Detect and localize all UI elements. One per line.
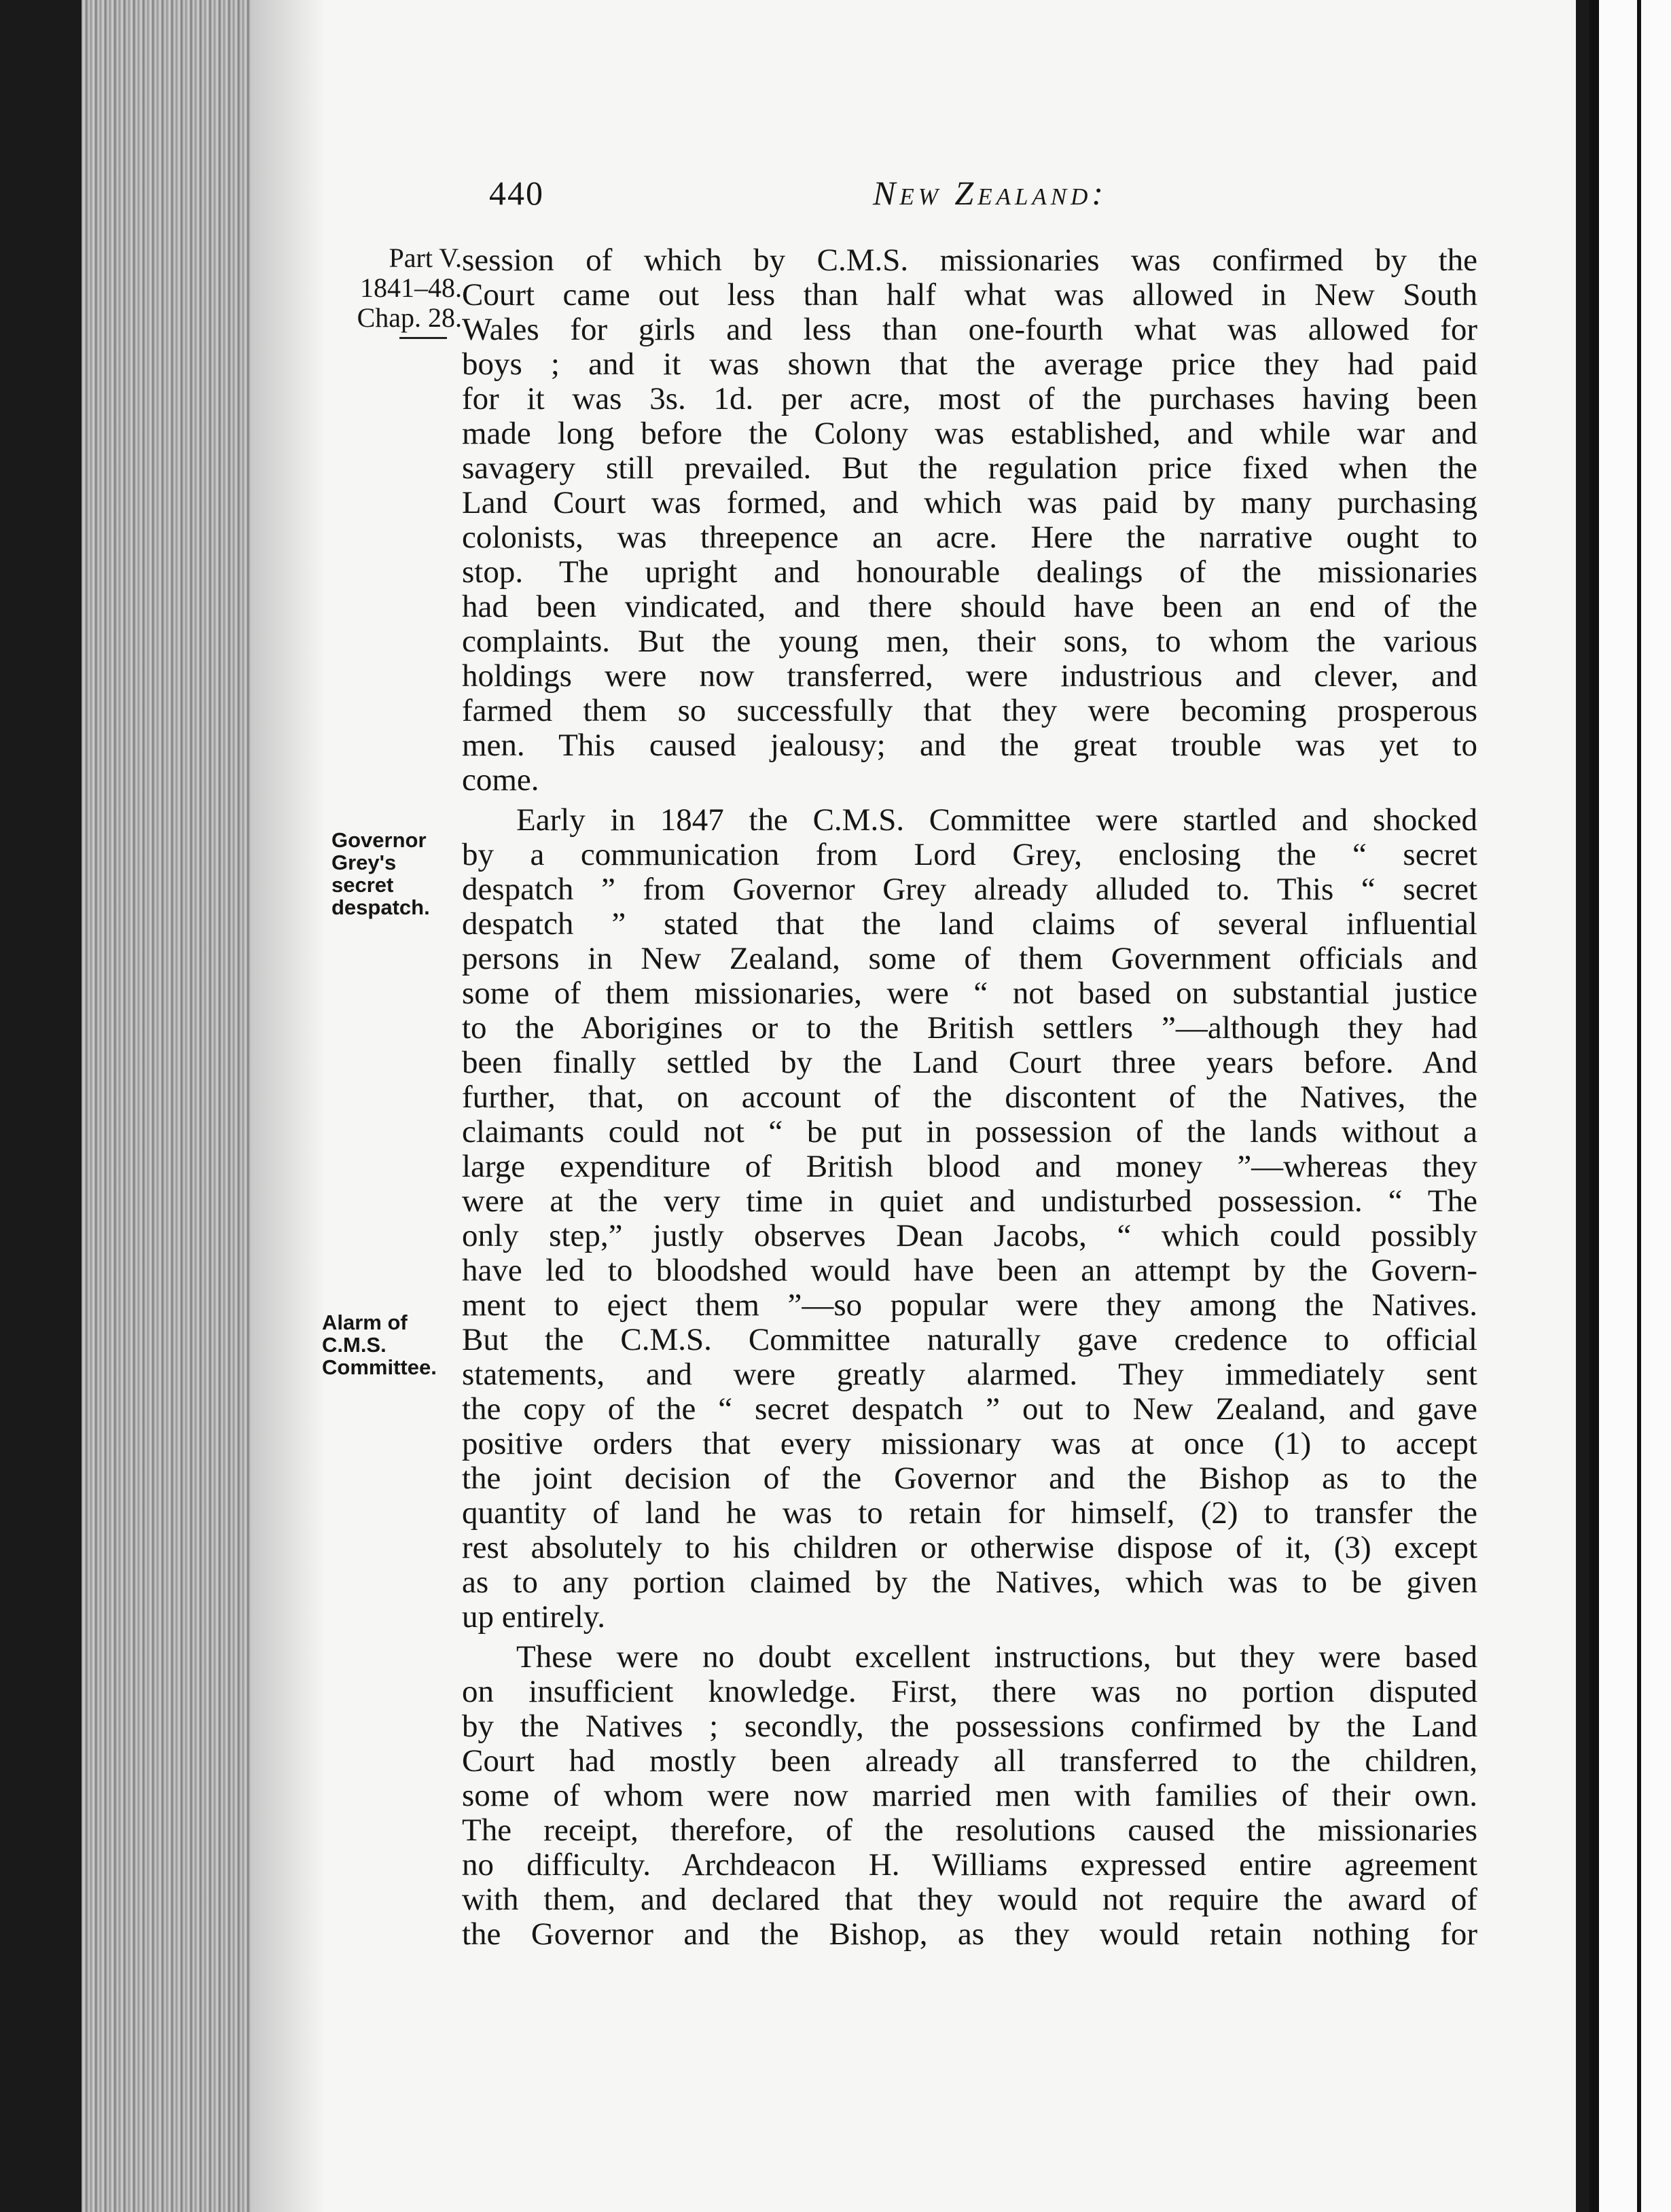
text-line: persons in New Zealand, some of them Government officials and [462,941,1477,976]
text-line: as to any portion claimed by the Natives, which was to be given [462,1565,1477,1600]
text-line: with them, and declared that they would not require the award of [462,1882,1477,1917]
text-line: boys ; and it was shown that the average price they had paid [462,346,1477,382]
text-line: to the Aborigines or to the British settlers ”—although they had [462,1010,1477,1046]
text-line: ment to eject them ”—so popular were they among the Natives. [462,1287,1477,1323]
text-line: statements, and were greatly alarmed. They immediately sent [462,1357,1477,1392]
text-line: only step,” justly observes Dean Jacobs, “ which could possibly [462,1218,1477,1253]
text-line: The receipt, therefore, of the resolutions caused the missionaries [462,1813,1477,1848]
text-line: for it was 3s. 1d. per acre, most of the purchases having been [462,381,1477,416]
page-number: 440 [489,174,544,212]
right-page-sliver [1599,0,1671,2212]
sidenote-line: secret [331,873,394,897]
text-line: the copy of the “ secret despatch ” out to New Zealand, and gave [462,1391,1477,1427]
page-edge-shadow [251,0,326,2212]
text-line: on insufficient knowledge. First, there was no portion disputed [462,1674,1477,1709]
text-line: session of which by C.M.S. missionaries was confirmed by the [462,243,1477,278]
sidenote-line: Grey's [331,851,397,874]
running-title: New Zealand: [873,174,1108,212]
text-line: the Governor and the Bishop, as they would retain nothing for [462,1916,1477,1952]
text-line: made long before the Colony was established, and while war and [462,416,1477,451]
sidenote-line: despatch. [331,895,430,919]
sidenote-line: Alarm of [322,1310,408,1334]
text-line: by a communication from Lord Grey, enclosing the “ secret [462,837,1477,872]
part-rule-divider [399,337,447,339]
text-line: the joint decision of the Governor and the Bishop as to the [462,1461,1477,1496]
text-line: some of them missionaries, were “ not based on substantial justice [462,976,1477,1011]
sidenote-line: Committee. [322,1355,437,1379]
text-line: Court had mostly been already all transferred to the children, [462,1743,1477,1779]
text-line: quantity of land he was to retain for himself, (2) to transfer the [462,1495,1477,1531]
text-line: despatch ” from Governor Grey already alluded to. This “ secret [462,872,1477,907]
text-line: rest absolutely to his children or otherwise dispose of it, (3) except [462,1530,1477,1565]
text-line: But the C.M.S. Committee naturally gave credence to official [462,1322,1477,1357]
body-text [462,243,1477,1952]
book-gutter [1589,0,1599,2212]
sidenote-alarm-cms [322,1311,465,1378]
text-line: complaints. But the young men, their sons, to whom the various [462,624,1477,659]
text-line: were at the very time in quiet and undisturbed possession. “ The [462,1183,1477,1219]
text-line: no difficulty. Archdeacon H. Williams expressed entire agreement [462,1847,1477,1883]
text-line: stop. The upright and honourable dealings of the missionaries [462,554,1477,590]
part-label: Part V. [389,243,462,273]
right-page-rule [1637,0,1641,2212]
text-line: further, that, on account of the discontent of the Natives, the [462,1080,1477,1115]
page-edge-stack [82,0,251,2212]
part-chapter-reference [326,243,462,339]
text-line: positive orders that every missionary was at once (1) to accept [462,1426,1477,1461]
text-line: Court came out less than half what was allowed in New South [462,277,1477,313]
paragraph-2 [462,803,1477,1635]
text-line: farmed them so successfully that they were becoming prosperous [462,693,1477,728]
text-line: by the Natives ; secondly, the possessions confirmed by the Land [462,1709,1477,1744]
text-line: claimants could not “ be put in possession of the lands without a [462,1114,1477,1149]
text-line: Early in 1847 the C.M.S. Committee were startled and shocked [516,802,1477,838]
text-line: had been vindicated, and there should have been an end of the [462,589,1477,624]
sidenote-line: C.M.S. [322,1333,387,1357]
chapter-label: Chap. 28. [357,302,462,333]
text-line: have led to bloodshed would have been an attempt by the Govern- [462,1253,1477,1288]
sidenote-line: Governor [331,828,427,852]
text-line: men. This caused jealousy; and the great trouble was yet to [462,728,1477,763]
paragraph-1 [462,243,1477,798]
years-label: 1841–48. [360,272,462,303]
text-line: Wales for girls and less than one-fourth what was allowed for [462,312,1477,347]
text-line: large expenditure of British blood and money ”—whereas they [462,1149,1477,1184]
text-line: up entirely. [462,1599,605,1635]
text-line: savagery still prevailed. But the regulation price fixed when the [462,450,1477,486]
text-line: despatch ” stated that the land claims of several influential [462,906,1477,942]
text-line: come. [462,762,539,798]
text-line: holdings were now transferred, were industrious and clever, and [462,658,1477,694]
text-line: These were no doubt excellent instructions, but they were based [516,1639,1477,1675]
text-line: Land Court was formed, and which was paid by many purchasing [462,485,1477,520]
text-line: some of whom were now married men with families of their own. [462,1778,1477,1813]
paragraph-3 [462,1640,1477,1952]
text-line: been finally settled by the Land Court three years before. And [462,1045,1477,1080]
text-line: colonists, was threepence an acre. Here the narrative ought to [462,520,1477,555]
sidenote-governor-grey [331,829,474,918]
